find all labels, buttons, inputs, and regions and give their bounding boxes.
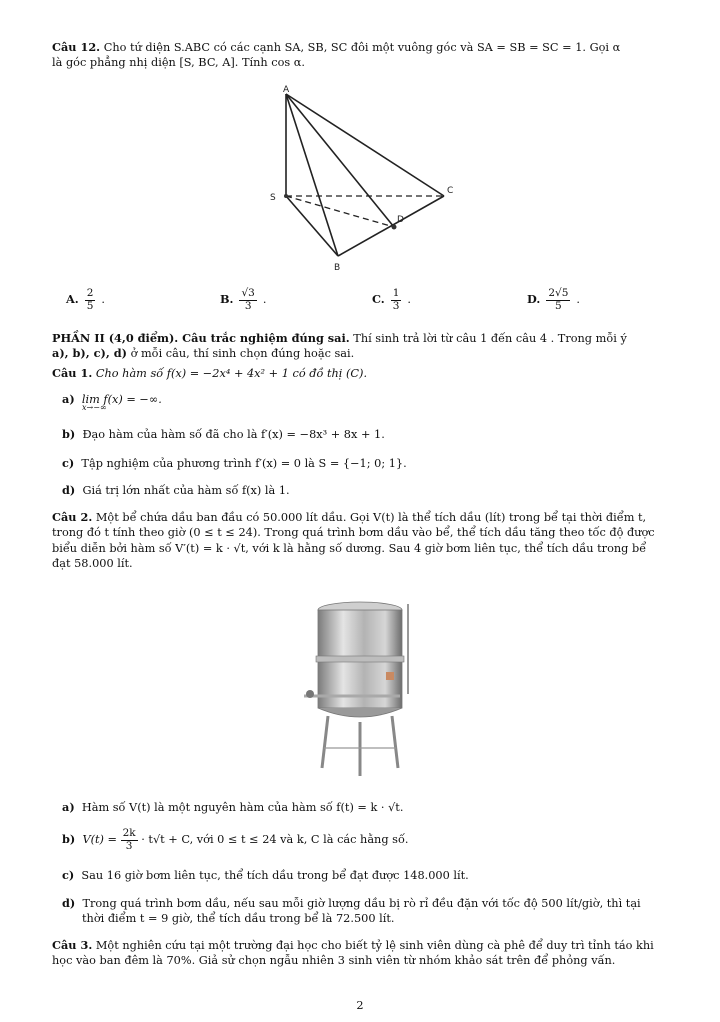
question-2-line-4: đạt 58.000 lít. xyxy=(52,557,133,571)
label-C: C xyxy=(447,186,454,196)
page-number: 2 xyxy=(356,999,364,1012)
edge-AB xyxy=(286,94,338,256)
label-D: D xyxy=(397,215,404,225)
edge-AC xyxy=(286,94,444,196)
valve-handle xyxy=(386,672,394,680)
option-b-fraction: $\frac{√3}{3}$ xyxy=(241,287,255,312)
question-2-item-c[interactable]: c) Sau 16 giờ bơm liên tục, thể tích dầu trong bể đạt được 148.000 lít. xyxy=(62,868,469,882)
question-12-text-2: là góc phẳng nhị diện [S, BC, A]. Tính cos α. xyxy=(52,56,306,70)
edge-BC xyxy=(338,196,444,256)
point-S xyxy=(284,194,288,198)
label-B: B xyxy=(334,263,341,273)
part-2-intro-bold: a), b), c), d) xyxy=(52,346,127,361)
question-3-line-2: học vào ban đêm là 70%. Giả sử chọn ngẫu nhiên 3 sinh viên từ nhóm khảo sát trên để phỏng vấn. xyxy=(52,954,616,968)
tank-band xyxy=(316,656,404,662)
fraction-2k-3: $\frac{2k}{3}$ xyxy=(122,827,136,852)
part-2-intro-2: ở mỗi câu, thí sinh chọn đúng hoặc sai. xyxy=(130,347,355,361)
question-12-line-1 xyxy=(52,40,672,55)
option-d-letter: D. xyxy=(527,292,541,307)
option-a-letter: A. xyxy=(66,292,79,307)
question-1-item-d[interactable]: d) Giá trị lớn nhất của hàm số f(x) là 1. xyxy=(62,483,290,497)
option-a-fraction: $\frac{2}{5}$ xyxy=(86,287,94,312)
question-2-item-d[interactable]: d) Trong quá trình bơm dầu, nếu sau mỗi giờ lượng dầu bị rò rỉ đều đặn với tốc độ 500 lít/giờ, thì tại thời điểm t = 9 giờ, thể tích dầu trong bể là 72.500 lít. xyxy=(62,896,641,926)
label-A: A xyxy=(283,85,290,95)
option-a[interactable]: A. $\frac{2}{5}$ . xyxy=(66,287,105,312)
limit-subscript: x→−∞ xyxy=(82,403,107,413)
question-2-item-a[interactable]: a) Hàm số V(t) là một nguyên hàm của hàm số f(t) = k · √t. xyxy=(62,800,404,814)
tank-leg-1 xyxy=(322,716,328,768)
question-12-text-1: Cho tứ diện S.ABC có các cạnh SA, SB, SC đôi một vuông góc và SA = SB = SC = 1. Gọi α xyxy=(103,41,621,54)
part-2-heading: PHẦN II (4,0 điểm). Câu trắc nghiệm đúng sai. xyxy=(52,331,350,345)
question-2-line-1: Một bể chứa dầu ban đầu có 50.000 lít dầu. Gọi V(t) là thể tích dầu (lít) trong bể tại thời điểm t, xyxy=(95,511,647,524)
question-2-item-b[interactable]: b) V(t) = $\frac{2k}{3}$ · t√t + C, với 0 ≤ t ≤ 24 và k, C là các hằng số. xyxy=(62,827,409,852)
part-2-intro-1: Thí sinh trả lời từ câu 1 đến câu 4 . Trong mỗi ý xyxy=(353,332,627,345)
valve xyxy=(306,690,314,698)
tank-leg-2 xyxy=(392,716,398,768)
label-S: S xyxy=(270,193,276,203)
option-c-letter: C. xyxy=(372,292,385,307)
question-1-item-b[interactable]: b) Đạo hàm của hàm số đã cho là f′(x) = −8x³ + 8x + 1. xyxy=(62,427,385,441)
option-d-fraction: $\frac{2√5}{5}$ xyxy=(548,287,569,312)
part-2-intro xyxy=(52,331,672,362)
question-1-item-a[interactable]: a) lim f(x) = −∞. x→−∞ xyxy=(62,392,682,414)
question-1 xyxy=(52,366,672,381)
option-d[interactable]: D. $\frac{2√5}{5}$ . xyxy=(527,287,580,312)
question-2-line-3: biểu diễn bởi hàm số V′(t) = k · √t, với k là hằng số dương. Sau 4 giờ bơm liên tục, thể tích dầu trong bể xyxy=(52,541,647,555)
question-12 xyxy=(52,40,672,71)
option-b[interactable]: B. $\frac{√3}{3}$ . xyxy=(220,287,267,312)
option-c-fraction: $\frac{1}{3}$ xyxy=(392,287,400,312)
question-2 xyxy=(52,510,672,571)
question-3 xyxy=(52,938,672,969)
option-b-letter: B. xyxy=(220,292,234,307)
tank-bottom xyxy=(318,708,402,717)
point-D xyxy=(392,225,397,230)
question-2-label: Câu 2. xyxy=(52,510,93,524)
edge-AD xyxy=(286,94,394,227)
question-1-label: Câu 1. xyxy=(52,366,93,380)
option-c[interactable]: C. $\frac{1}{3}$ . xyxy=(372,287,412,312)
oil-tank-figure xyxy=(300,598,420,798)
edge-SB xyxy=(286,196,338,256)
question-2-line-2: trong đó t tính theo giờ (0 ≤ t ≤ 24). Trong quá trình bơm dầu vào bể, thể tích dầu tăng theo tốc độ được xyxy=(52,526,655,540)
question-3-label: Câu 3. xyxy=(52,938,93,952)
tetrahedron-figure xyxy=(258,84,458,274)
question-1-item-c[interactable]: c) Tập nghiệm của phương trình f′(x) = 0 là S = {−1; 0; 1}. xyxy=(62,456,407,470)
question-1-text: Cho hàm số f(x) = −2x⁴ + 4x² + 1 có đồ thị (C). xyxy=(95,367,368,380)
question-3-line-1: Một nghiên cứu tại một trường đại học cho biết tỷ lệ sinh viên dùng cà phê để duy trì tỉnh táo khi xyxy=(95,939,654,952)
edge-SD xyxy=(286,196,394,227)
question-12-label: Câu 12. xyxy=(52,40,101,54)
